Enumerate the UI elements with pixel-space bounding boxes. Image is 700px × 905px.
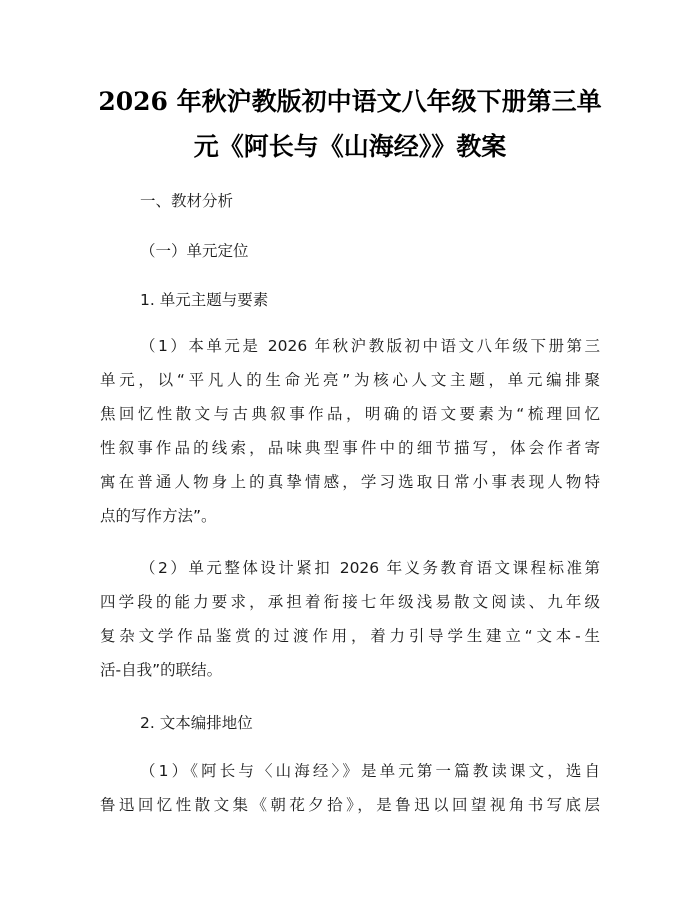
item-heading-unit-theme: 1. 单元主题与要素 [140,291,269,309]
document-title-line-2: 元《阿长与《山海经》》教案 [193,132,507,161]
paragraph-line: 鲁迅回忆性散文集《朝花夕拾》，是鲁迅以回望视角书写底层 [100,796,600,814]
paragraph-line: 点的写作方法”。 [100,507,217,525]
paragraph-line: （1）《阿长与〈山海经〉》是单元第一篇教读课文，选自 [140,762,600,780]
paragraph-line: 焦回忆性散文与古典叙事作品，明确的语文要素为“梳理回忆 [100,405,600,423]
paragraph-line: 寓在普通人物身上的真挚情感，学习选取日常小事表现人物特 [100,473,600,491]
paragraph-line: 单元，以“平凡人的生命光亮”为核心人文主题，单元编排聚 [100,371,600,389]
paragraph-line: 四学段的能力要求，承担着衔接七年级浅易散文阅读、九年级 [100,593,600,611]
paragraph-line: 活-自我”的联结。 [100,661,223,679]
subsection-heading-unit-positioning: （一）单元定位 [140,242,249,260]
paragraph-line: 性叙事作品的线索，品味典型事件中的细节描写，体会作者寄 [100,439,600,457]
paragraph-line: （2）单元整体设计紧扣 2026 年义务教育语文课程标准第 [140,559,600,577]
item-heading-text-arrangement: 2. 文本编排地位 [140,714,253,732]
document-title-line-1: 2026 年秋沪教版初中语文八年级下册第三单 [98,87,602,116]
paragraph-line: （1）本单元是 2026 年秋沪教版初中语文八年级下册第三 [140,337,600,355]
paragraph-line: 复杂文学作品鉴赏的过渡作用，着力引导学生建立“文本-生 [100,627,600,645]
section-heading-materials-analysis: 一、教材分析 [140,192,234,210]
